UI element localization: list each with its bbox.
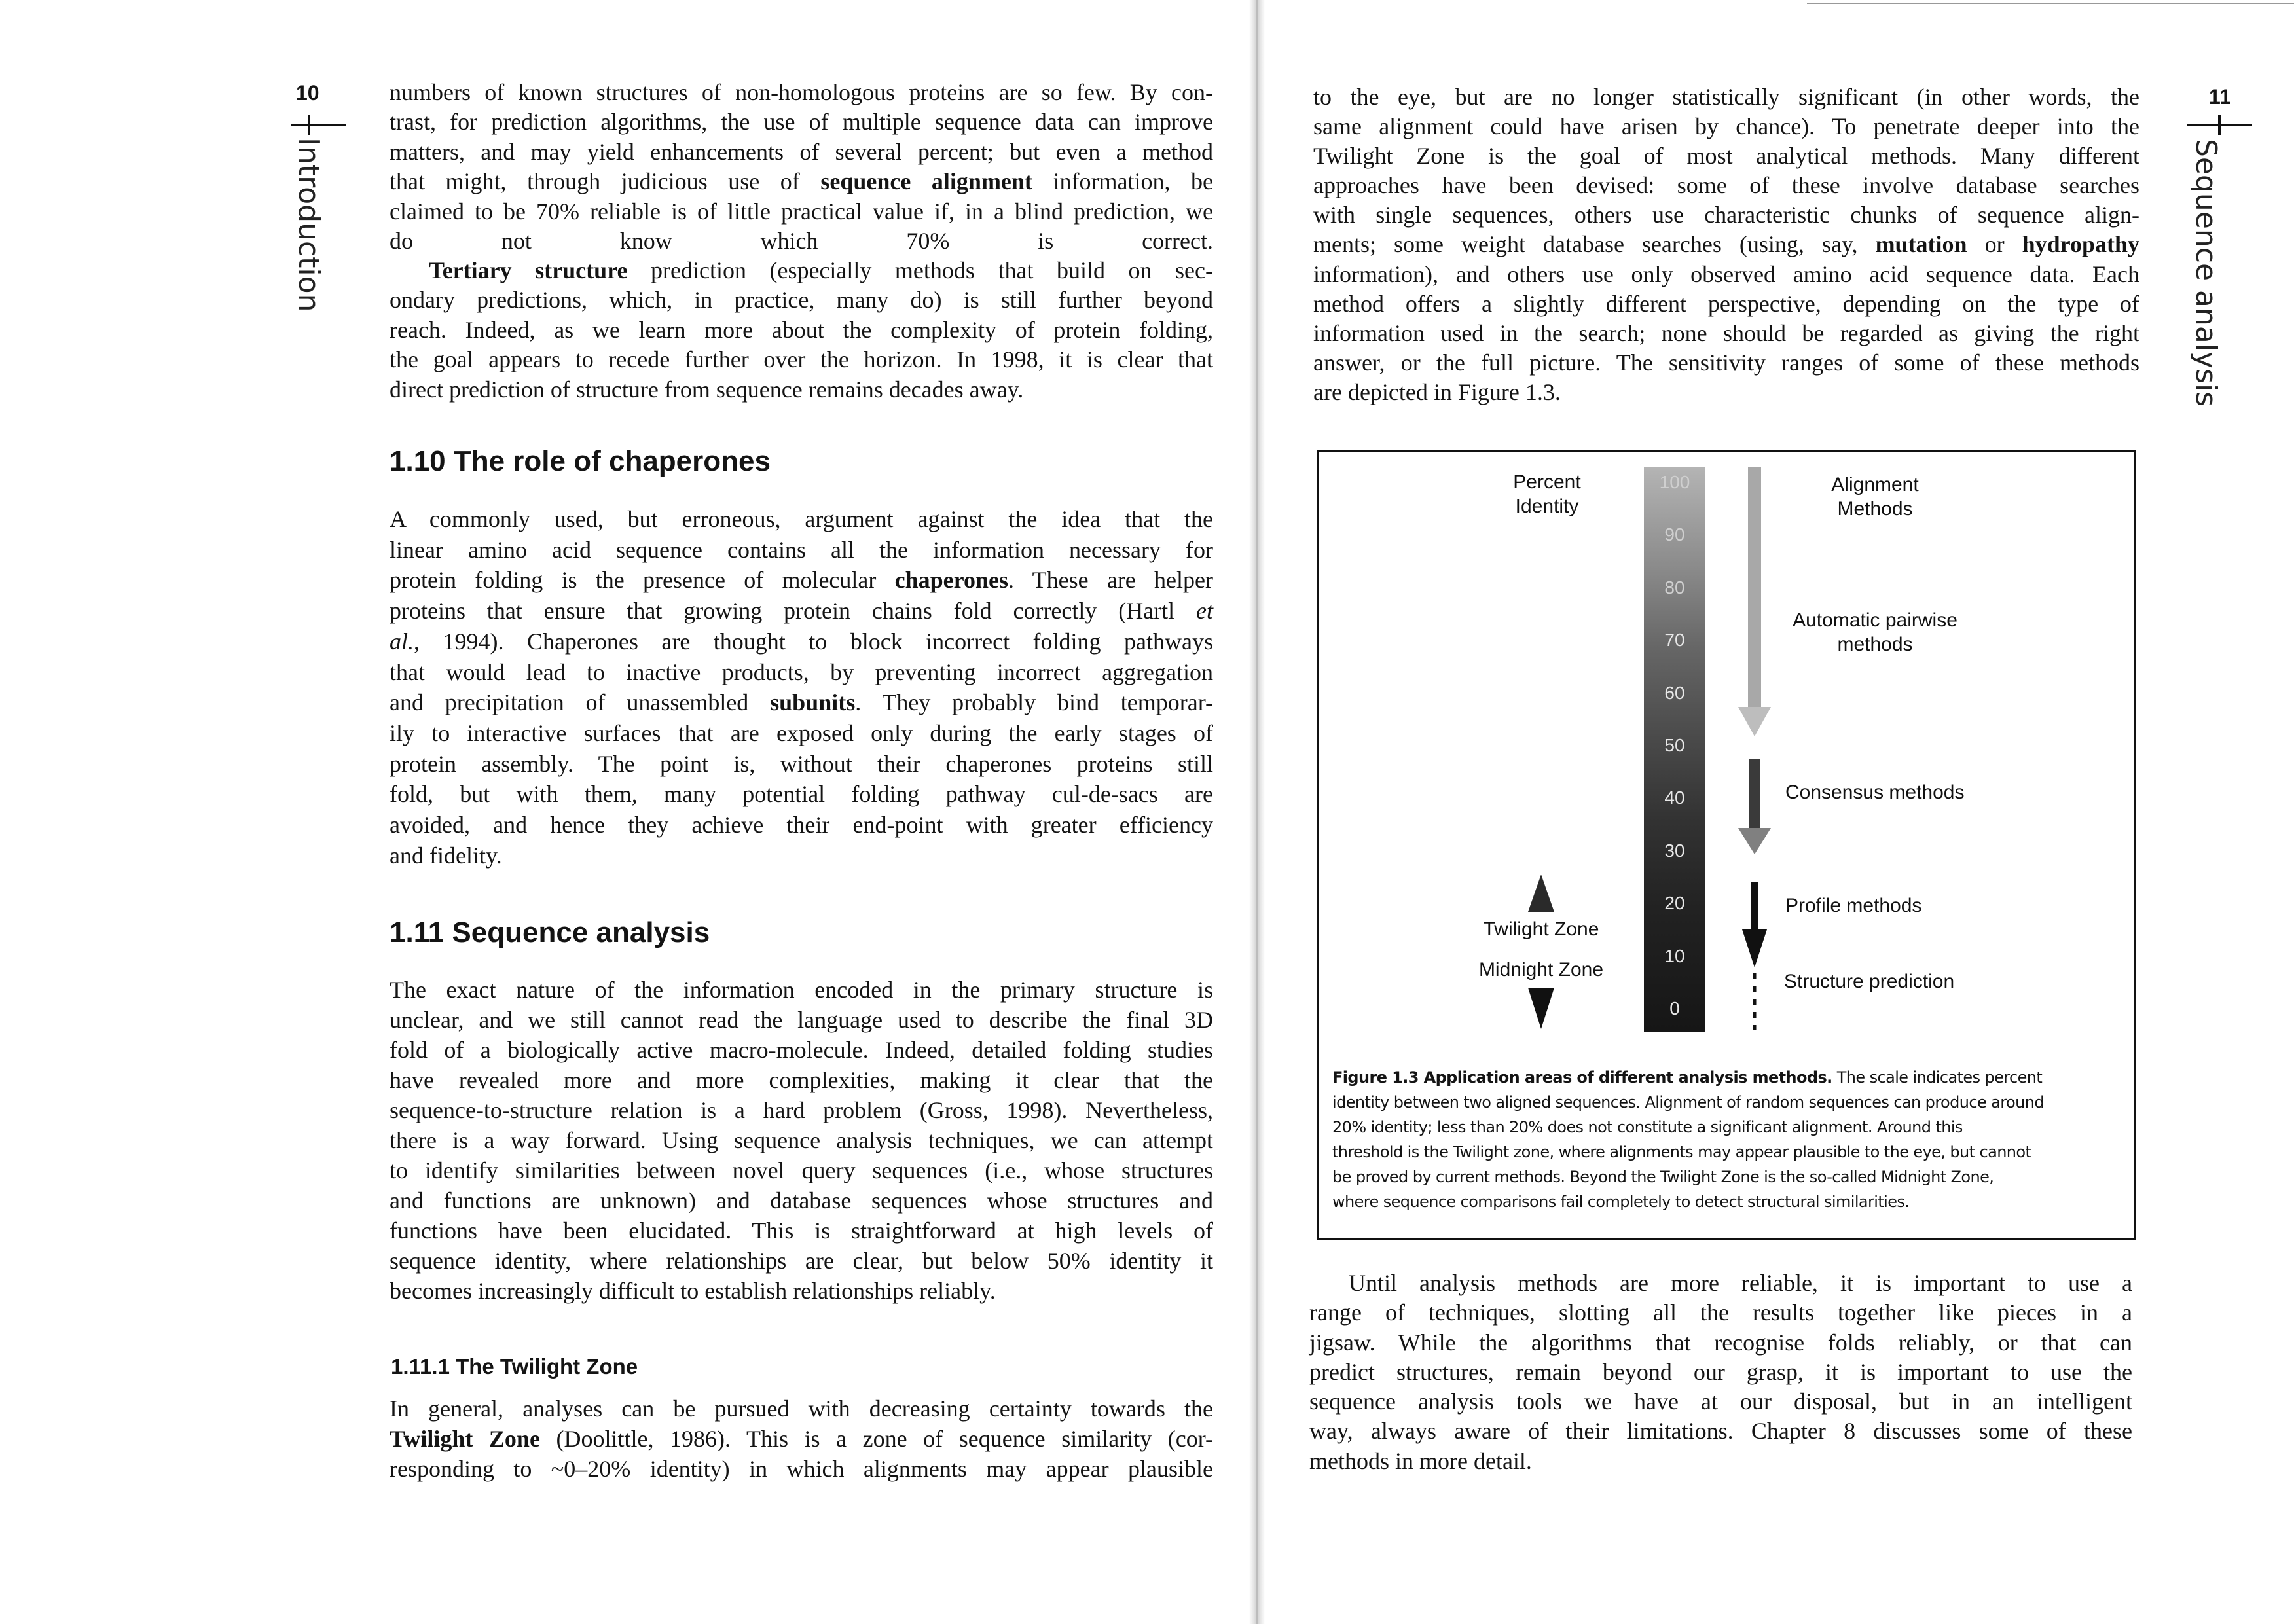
text-line-content: [390, 78, 1213, 107]
text-line: [390, 345, 1213, 374]
automatic-pairwise-label: [1777, 608, 1973, 657]
text-line: [390, 1125, 1213, 1155]
figure-caption: [1332, 1065, 2111, 1214]
text-run: ondary predictions, which, in practice, many do) is still further beyond: [390, 287, 1213, 314]
heading-role-of-chaperones: 1.10 The role of chaperones: [390, 445, 771, 477]
text-line: [1313, 112, 2139, 141]
text-run: 20% identity; less than 20% does not constitute a significant alignment. Around this: [1332, 1118, 1963, 1136]
text-line: [390, 167, 1213, 196]
scale-tick-label: 0: [1669, 998, 1680, 1019]
text-run: (Doolittle, 1986). This is a zone of sequence similarity (cor-: [539, 1426, 1213, 1452]
profile-methods-label: Profile methods: [1785, 895, 1922, 916]
text-run: functions have been elucidated. This is straightforward at high levels of: [390, 1218, 1213, 1244]
text-line: [1309, 1387, 2132, 1416]
paragraph-sequence-analysis: [390, 975, 1213, 1306]
text-line: [390, 285, 1213, 315]
text-run: proteins that ensure that growing protein chains fold correctly (Hartl: [390, 598, 1197, 624]
text-line-content: [1309, 1387, 2132, 1416]
text-run: range of techniques, slotting all the results together like pieces in a: [1309, 1299, 2132, 1326]
text-run: fold of a biologically active macro-molecule. Indeed, detailed folding studies: [390, 1037, 1213, 1063]
scale-tick-label: 50: [1664, 735, 1685, 755]
text-line: [390, 137, 1213, 167]
text-run: method offers a slightly different perspective, depending on the type of: [1313, 290, 2139, 317]
text-line: [1313, 141, 2139, 171]
chapter-rule-tick-right: [2218, 115, 2221, 135]
text-run: becomes increasingly difficult to establish relationships reliably.: [390, 1278, 996, 1304]
text-line: [390, 1035, 1213, 1065]
bold-term: sequence alignment: [820, 168, 1032, 195]
text-line-content: [390, 626, 1213, 657]
text-line-content: [1309, 1298, 2132, 1327]
text-run: ments; some weight database searches (using, say,: [1313, 231, 1876, 258]
text-line-content: [1313, 289, 2139, 319]
text-line: [390, 840, 1213, 871]
paragraph-chaperones: [390, 504, 1213, 871]
text-line-content: [390, 1005, 1213, 1035]
scale-tick-label: 90: [1664, 524, 1685, 545]
alignment-methods-label-line1: Alignment: [1831, 474, 1919, 496]
text-line-content: [390, 316, 1213, 345]
page-number-right: 11: [2209, 85, 2231, 109]
text-run: Twilight Zone is the goal of most analytical methods. Many different: [1313, 143, 2139, 170]
text-line-content: [1313, 348, 2139, 378]
percent-identity-label-line2: Identity: [1515, 496, 1579, 517]
text-line-content: [390, 1155, 1213, 1185]
text-line-content: [1313, 112, 2139, 141]
bold-term: Figure 1.3 Application areas of different analysis methods.: [1332, 1068, 1832, 1087]
text-run: The scale indicates percent: [1832, 1068, 2043, 1087]
text-line-content: [1332, 1189, 1909, 1214]
text-line: [390, 687, 1213, 718]
text-run: matters, and may yield enhancements of several percent; but even a method: [390, 138, 1213, 165]
text-line-content: [1332, 1090, 2044, 1115]
bold-term: Twilight Zone: [390, 1426, 540, 1452]
text-line: [1309, 1298, 2132, 1327]
text-line-content: [1313, 378, 1561, 407]
bold-term: chaperones: [894, 567, 1008, 594]
text-line-content: [1313, 141, 2139, 171]
text-line: [1313, 289, 2139, 319]
text-run: information), and others use only observed amino acid sequence data. Each: [1313, 261, 2139, 287]
text-line: [390, 596, 1213, 626]
text-line-content: [390, 1065, 1213, 1095]
text-run: approaches have been devised: some of these involve database searches: [1313, 172, 2139, 199]
text-run: are depicted in Figure 1.3.: [1313, 378, 1561, 405]
text-line-content: [390, 810, 1213, 840]
percent-identity-label-line1: Percent: [1513, 471, 1581, 493]
text-line: [390, 718, 1213, 749]
text-line-content: [390, 197, 1213, 226]
percent-identity-label: [1482, 470, 1612, 518]
text-run: there is a way forward. Using sequence analysis techniques, we can attempt: [390, 1127, 1213, 1153]
text-run: jigsaw. While the algorithms that recognise folds reliably, or that can: [1309, 1329, 2132, 1356]
text-run: linear amino acid sequence contains all the information necessary for: [390, 536, 1213, 563]
chapter-rule-left: [291, 124, 346, 126]
text-line-content: [390, 375, 1023, 405]
text-line: [1313, 171, 2139, 200]
heading-sequence-analysis: 1.11 Sequence analysis: [390, 916, 710, 948]
text-run: direct prediction of structure from sequence remains decades away.: [390, 376, 1024, 403]
text-line: [1332, 1065, 2111, 1090]
text-line: [390, 1394, 1213, 1424]
text-run: way, always aware of their limitations. Chapter 8 discusses some of these: [1309, 1418, 2132, 1445]
text-line: [1313, 260, 2139, 289]
text-run: fold, but with them, many potential folding pathway cul-de-sacs are: [390, 781, 1213, 808]
text-line-content: [390, 504, 1213, 535]
scale-tick-label: 30: [1664, 840, 1685, 861]
text-line-content: [390, 1185, 1213, 1216]
text-run: to identify similarities between novel query sequences (i.e., whose structures: [390, 1157, 1213, 1183]
text-run: , 1994). Chaperones are thought to block incorrect folding pathways: [414, 628, 1213, 655]
text-line-content: [1313, 230, 2139, 259]
text-line: [1332, 1189, 2111, 1214]
text-run: to the eye, but are no longer statistically significant (in other words, the: [1313, 84, 2139, 110]
text-line: [1313, 82, 2139, 112]
text-run: reach. Indeed, as we learn more about the complexity of protein folding,: [390, 316, 1213, 343]
text-line: [390, 107, 1213, 137]
heading-twilight-zone: 1.11.1 The Twilight Zone: [391, 1354, 638, 1379]
text-line-content: [429, 256, 1213, 285]
page-number-left: 10: [296, 81, 319, 105]
text-line-content: [1309, 1416, 2132, 1446]
page-gutter: [1249, 0, 1265, 1624]
text-line-content: [390, 840, 502, 871]
text-run: . They probably bind temporar-: [855, 689, 1213, 716]
text-line: [1332, 1115, 2111, 1140]
text-run: sequence analysis tools we have at our disposal, but in an intelligent: [1309, 1388, 2132, 1415]
twilight-zone-label: Twilight Zone: [1483, 918, 1599, 940]
text-line: [1313, 348, 2139, 378]
text-line: [390, 1155, 1213, 1185]
text-line-content: [390, 1095, 1213, 1125]
text-run: do not know which 70% is correct.: [390, 228, 1213, 255]
text-line-content: [390, 749, 1213, 780]
scale-tick-label: 80: [1664, 577, 1685, 598]
text-line: [390, 535, 1213, 566]
text-run: and fidelity.: [390, 842, 502, 869]
bold-term: hydropathy: [2022, 231, 2139, 258]
text-line: [390, 626, 1213, 657]
text-run: Until analysis methods are more reliable, it is important to use a: [1349, 1270, 2132, 1296]
scale-tick-label: 40: [1664, 787, 1685, 808]
scale-tick-label: 100: [1659, 472, 1690, 492]
text-run: The exact nature of the information encoded in the primary structure is: [390, 977, 1213, 1003]
paragraph-twilight-zone: [390, 1394, 1213, 1484]
chapter-rule-tick-left: [308, 115, 310, 135]
text-line-content: [390, 285, 1213, 315]
scale-tick-label: 60: [1664, 682, 1685, 703]
text-run: identity between two aligned sequences. Alignment of random sequences can produce around: [1332, 1093, 2044, 1111]
text-run: trast, for prediction algorithms, the use of multiple sequence data can improve: [390, 109, 1213, 135]
text-line-content: [390, 975, 1213, 1005]
italic-term: al.: [390, 628, 414, 655]
text-line: [390, 197, 1213, 226]
text-run: sequence identity, where relationships are clear, but below 50% identity it: [390, 1248, 1213, 1274]
text-line-content: [390, 535, 1213, 566]
text-run: prediction (especially methods that build on sec-: [627, 257, 1213, 283]
text-line: [390, 1424, 1213, 1454]
text-run: . These are helper: [1008, 567, 1213, 594]
chapter-tab-introduction: Introduction: [292, 137, 325, 312]
automatic-pairwise-label-line2: methods: [1837, 634, 1913, 655]
text-run: that would lead to inactive products, by preventing incorrect aggregation: [390, 659, 1213, 685]
paragraph-analysis-methods: [1309, 1269, 2132, 1476]
text-run: ily to interactive surfaces that are exposed only during the early stages of: [390, 719, 1213, 746]
text-line: [390, 779, 1213, 810]
top-edge-line: [1807, 3, 2294, 4]
text-line: [1309, 1416, 2132, 1446]
text-line: [390, 1065, 1213, 1095]
text-line-content: [390, 687, 1213, 718]
text-line-content: [390, 565, 1213, 596]
text-line-content: [390, 1246, 1213, 1276]
text-line-content: [390, 1125, 1213, 1155]
text-run: or: [1967, 231, 2022, 258]
paragraph-tertiary-structure: [390, 256, 1213, 405]
text-line: [390, 975, 1213, 1005]
text-line: [1332, 1164, 2111, 1189]
text-line-content: [390, 1454, 1213, 1484]
text-run: protein folding is the presence of molecular: [390, 567, 895, 594]
text-line: [390, 1095, 1213, 1125]
text-line: [390, 226, 1213, 256]
text-run: In general, analyses can be pursued with decreasing certainty towards the: [390, 1396, 1213, 1422]
text-line: [390, 1216, 1213, 1246]
structure-prediction-label: Structure prediction: [1784, 971, 1955, 992]
text-line: [1309, 1447, 2132, 1476]
text-line-content: [390, 1424, 1213, 1454]
text-line: [390, 316, 1213, 345]
text-line-content: [390, 657, 1213, 688]
text-line: [1309, 1358, 2132, 1387]
text-run: and precipitation of unassembled: [390, 689, 771, 716]
bold-term: mutation: [1875, 231, 1967, 258]
text-line-content: [390, 107, 1213, 137]
text-line: [390, 749, 1213, 780]
text-line: [1332, 1090, 2111, 1115]
text-line: [390, 375, 1213, 405]
text-line-content: [1349, 1269, 2132, 1298]
text-line-content: [1309, 1447, 1532, 1476]
italic-term: et: [1196, 598, 1213, 624]
alignment-methods-label-line2: Methods: [1837, 498, 1913, 520]
text-line-content: [1332, 1140, 2031, 1164]
text-line: [1309, 1328, 2132, 1358]
text-line: [390, 78, 1213, 107]
bold-term: Tertiary structure: [429, 257, 628, 283]
text-run: unclear, and we still cannot read the language used to describe the final 3D: [390, 1007, 1213, 1033]
text-line: [390, 1454, 1213, 1484]
text-run: the goal appears to recede further over the horizon. In 1998, it is clear that: [390, 346, 1213, 373]
text-line: [1313, 200, 2139, 230]
text-run: methods in more detail.: [1309, 1447, 1532, 1474]
text-run: and functions are unknown) and database sequences whose structures and: [390, 1187, 1213, 1214]
chapter-tab-sequence-analysis: Sequence analysis: [2189, 139, 2223, 407]
paragraph-twilight-zone-continued: [1313, 82, 2139, 407]
text-line-content: [390, 1276, 996, 1306]
text-line-content: [390, 137, 1213, 167]
text-line: [390, 565, 1213, 596]
text-line-content: [390, 1394, 1213, 1424]
text-line-content: [390, 596, 1213, 626]
text-line-content: [1313, 260, 2139, 289]
text-run: be proved by current methods. Beyond the Twilight Zone is the so-called Midnight Zone,: [1332, 1168, 1994, 1186]
text-line-content: [1332, 1164, 1994, 1189]
text-line-content: [1313, 200, 2139, 230]
scale-tick-label: 20: [1664, 893, 1685, 914]
text-run: information used in the search; none should be regarded as giving the right: [1313, 319, 2139, 346]
text-run: responding to ~0–20% identity) in which alignments may appear plausible: [390, 1456, 1213, 1482]
text-run: protein assembly. The point is, without their chaperones proteins still: [390, 750, 1213, 777]
text-run: same alignment could have arisen by chance). To penetrate deeper into the: [1313, 113, 2139, 140]
consensus-methods-label: Consensus methods: [1785, 782, 1965, 803]
text-run: predict structures, remain beyond our grasp, it is important to use the: [1309, 1358, 2132, 1385]
text-line: [390, 1185, 1213, 1216]
text-line: [390, 810, 1213, 840]
text-run: where sequence comparisons fail completely to detect structural similarities.: [1332, 1193, 1910, 1211]
text-line: [390, 1276, 1213, 1306]
text-line-content: [1309, 1328, 2132, 1358]
text-line: [1309, 1269, 2132, 1298]
text-line-content: [390, 345, 1213, 374]
text-line: [390, 256, 1213, 285]
text-line-content: [390, 1035, 1213, 1065]
text-line-content: [390, 226, 1213, 256]
midnight-zone-label: Midnight Zone: [1478, 959, 1604, 981]
text-line-content: [390, 779, 1213, 810]
text-line: [390, 1246, 1213, 1276]
text-line-content: [1313, 82, 2139, 112]
text-run: sequence-to-structure relation is a hard problem (Gross, 1998). Nevertheless,: [390, 1097, 1213, 1123]
text-line-content: [390, 167, 1213, 196]
paragraph-structure-prediction: [390, 78, 1213, 256]
alignment-methods-label: [1810, 473, 1940, 521]
text-line: [390, 657, 1213, 688]
text-run: claimed to be 70% reliable is of little practical value if, in a blind prediction, we: [390, 198, 1213, 225]
text-run: have revealed more and more complexities, making it clear that the: [390, 1067, 1213, 1093]
scale-tick-label: 10: [1664, 945, 1685, 966]
text-line-content: [390, 718, 1213, 749]
text-line-content: [1313, 319, 2139, 348]
text-run: with single sequences, others use characteristic chunks of sequence align-: [1313, 202, 2139, 228]
text-line: [1313, 319, 2139, 348]
text-line-content: [1309, 1358, 2132, 1387]
text-line: [390, 504, 1213, 535]
text-run: numbers of known structures of non-homologous proteins are so few. By con-: [390, 79, 1213, 105]
text-run: information, be: [1032, 168, 1213, 195]
text-line-content: [390, 1216, 1213, 1246]
bold-term: subunits: [770, 689, 856, 716]
text-line-content: [1332, 1115, 1963, 1140]
text-line-content: [1313, 171, 2139, 200]
text-line: [1313, 378, 2139, 407]
text-run: that might, through judicious use of: [390, 168, 821, 195]
text-line: [390, 1005, 1213, 1035]
scale-tick-label: 70: [1664, 630, 1685, 651]
text-line-content: [1332, 1065, 2042, 1090]
text-run: avoided, and hence they achieve their end-point with greater efficiency: [390, 812, 1213, 839]
text-run: A commonly used, but erroneous, argument against the idea that the: [390, 506, 1213, 532]
text-line: [1332, 1140, 2111, 1164]
text-run: answer, or the full picture. The sensitivity ranges of some of these methods: [1313, 349, 2139, 376]
automatic-pairwise-label-line1: Automatic pairwise: [1793, 609, 1957, 631]
text-run: threshold is the Twilight zone, where alignments may appear plausible to the eye, but cannot: [1332, 1143, 2031, 1161]
text-line: [1313, 230, 2139, 259]
